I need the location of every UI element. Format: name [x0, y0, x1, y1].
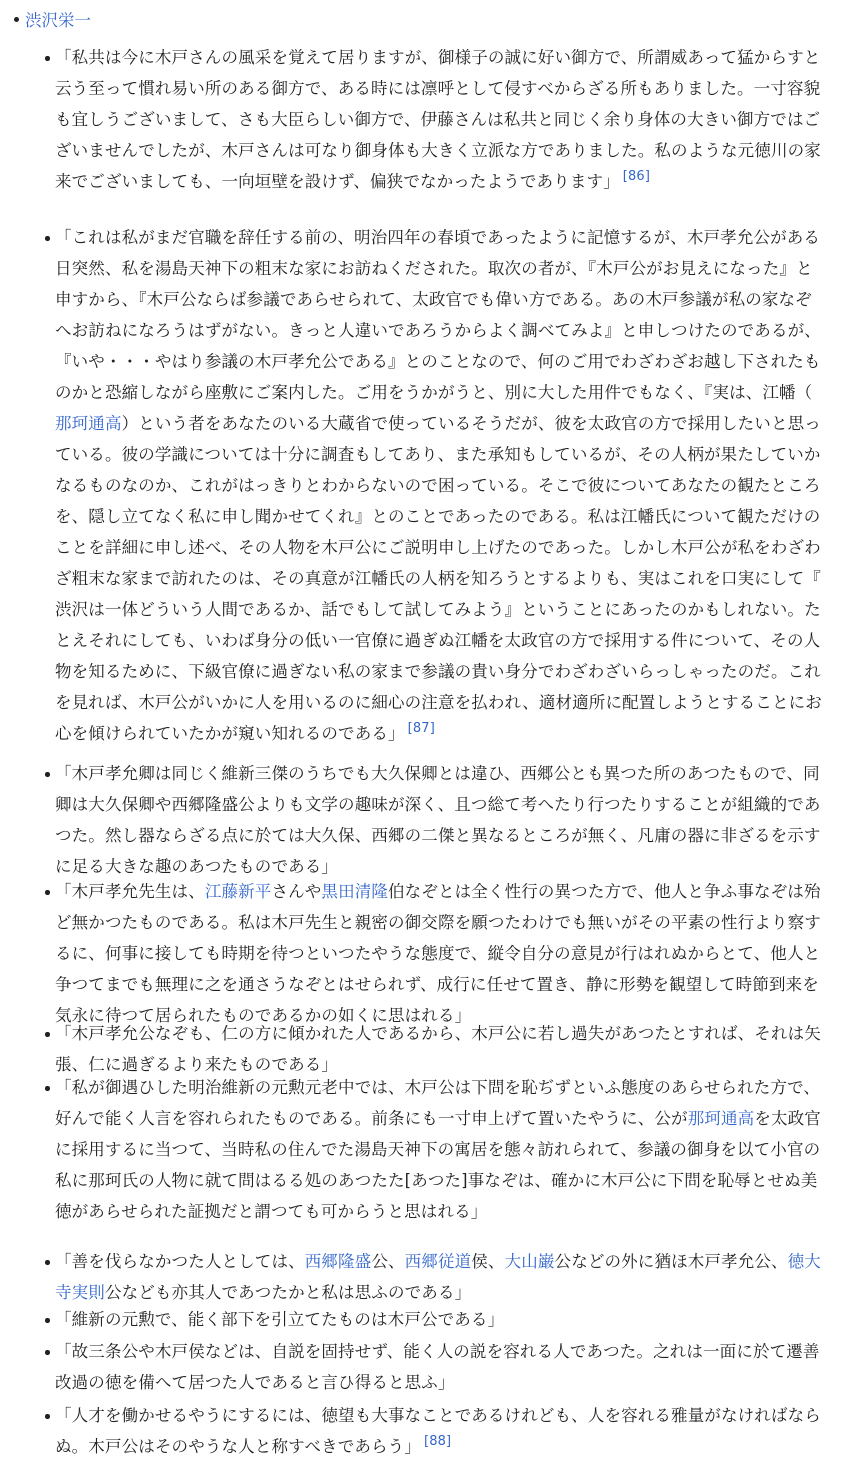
quote-item [55, 222, 825, 749]
quote-item [55, 1336, 825, 1398]
quote-item [55, 1400, 825, 1462]
top-list-item [14, 8, 91, 34]
quote-text: 「これは私がまだ官職を辞任する前の、明治四年の春頃であったように記憶するが、木戸孝允公がある日突然、私を湯島天神下の粗末な家にお訪ねくだされた。取次の者が、『木戸公がお見えになった』と申すから、『木戸公ならば参議であらせられて、太政官でも偉い方である。あの木戸参議が私の家なぞへお訪ねになろうはずがない。きっと人違いであろうからよく調べてみよ』と申しつけたのであるが、『いや・・・やはり参議の木戸孝允公である』とのことなので、何のご用でわざわざお越し下されたものかと恐縮しながら座敷にご案内した。ご用をうかがうと、別に大した用件でもなく、『実は、江幡（ [55, 228, 821, 402]
quote-text: 公などの外に猶ほ木戸孝允公、 [554, 1252, 788, 1271]
quote-text: 「木戸孝允公なぞも、仁の方に傾かれた人であるから、木戸公に若し過失があつたとすれば、それは矢張、仁に過ぎるより来たものである」 [55, 1024, 821, 1074]
bullet-icon [45, 890, 50, 895]
bullet-icon [45, 1350, 50, 1355]
quote-item [55, 1246, 825, 1308]
bullet-icon [45, 56, 50, 61]
quote-item [55, 758, 825, 882]
bullet-icon [45, 1318, 50, 1323]
bullet-icon [45, 1086, 50, 1091]
quote-text: 公、 [371, 1252, 405, 1271]
quote-text: 「木戸孝允卿は同じく維新三傑のうちでも大久保卿とは違ひ、西郷公とも異つた所のあつたもので、同卿は大久保卿や西郷隆盛公よりも文学の趣味が深く、且つ総て考へたり行つたりすることが組織的であつた。然し器ならざる点に於ては大久保、西郷の二傑と異なるところが無く、凡庸の器に非ざるを示すに足る大きな趣のあつたものである」 [55, 764, 821, 876]
quote-text: 侯、 [471, 1252, 505, 1271]
quote-text: 「維新の元勲で、能く部下を引立てたものは木戸公である」 [55, 1310, 505, 1329]
quote-item [55, 42, 825, 197]
quote-text: 「私共は今に木戸さんの風采を覚えて居りますが、御様子の誠に好い御方で、所謂威あって猛からすと云う至って慣れ易い所のある御方で、ある時には凛呼として侵すべからざる所もありました。一寸容貌も宜しうございまして、さも大臣らしい御方で、伊藤さんは私共と同じく余り身体の大きい御方ではございませんでしたが、木戸さんは可なり御身体も大きく立派な方でありました。私のような元徳川の家来でございましても、一向垣壁を設けず、偏狭でなかったようであります」 [55, 48, 821, 191]
quote-text: 「私が御遇ひした明治維新の元勲元老中では、木戸公は下問を恥ぢずといふ態度のあらせられた方で、好んで能く人言を容れられたものである。前条にも一寸申上げて置いたやうに、公が [55, 1078, 821, 1128]
wiki-link[interactable]: 那珂通高 [687, 1109, 755, 1128]
reference-link[interactable]: [86] [622, 168, 651, 184]
reference-link[interactable]: [87] [407, 720, 435, 736]
bullet-icon [45, 1414, 50, 1419]
bullet-icon [45, 1260, 50, 1265]
quote-text: 「善を伐らなかつた人としては、 [55, 1252, 305, 1271]
wiki-link[interactable]: 那珂通高 [55, 414, 122, 433]
quote-text: ）という者をあなたのいる大蔵省で使っているそうだが、彼を太政官の方で採用したいと思っている。彼の学識については十分に調査もしてあり、また承知もしているが、その人柄が果たしていかなるものなのか、これがはっきりとわからないので困っている。そこで彼についてあなたの観たところを、隠し立てなく私に申し聞かせてくれ』とのことであったのである。私は江幡氏について観ただけのことを詳細に申し述べ、その人物を木戸公にご説明申し上げたのであった。しかし木戸公が私をわざわざ粗末な家まで訪れたのは、その真意が江幡氏の人柄を知ろうとするよりも、実はこれを口実にして『渋沢は一体どういう人間であるか、話でもして試してみよう』ということにあったのかもしれない。たとえそれにしても、いわば身分の低い一官僚に過ぎぬ江幡を太政官の方で採用する件について、その人物を知るために、下級官僚に過ぎない私の家まで参議の貴い身分でわざわざいらっしゃったのだ。これを見れば、木戸公がいかに人を用いるのに細心の注意を払われ、適材適所に配置しようとすることにお心を傾けられていたかが窺い知れるのである」 [55, 414, 822, 743]
quote-item [55, 1018, 825, 1080]
quote-text: 「故三条公や木戸侯などは、自説を固持せず、能く人の説を容れる人であつた。之れは一面に於て遷善改過の徳を備へて居つた人であると言ひ得ると思ふ」 [55, 1342, 820, 1392]
wiki-link[interactable]: 徳大寺実則 [55, 1252, 821, 1302]
bullet-icon [45, 772, 50, 777]
quote-text: 「人才を働かせるやうにするには、徳望も大事なことであるけれども、人を容れる雅量がなければならぬ。木戸公はそのやうな人と称すべきであらう」 [55, 1406, 821, 1456]
wiki-link[interactable]: 西郷隆盛 [304, 1252, 372, 1271]
quote-item [55, 1304, 825, 1335]
quote-item [55, 1072, 825, 1227]
quote-text: を太政官に採用するに当つて、当時私の住んでた湯島天神下の寓居を態々訪れられて、参議の御身を以て小官の私に那珂氏の人物に就て問はるる処のあつたた[あつた]事なぞは、確かに木戸公に下問を恥辱とせぬ美徳があらせられた証拠だと謂つても可からうと思はれる」 [55, 1109, 821, 1221]
reference-link[interactable]: [88] [423, 1433, 452, 1449]
quote-text: さんや [271, 882, 322, 901]
quote-text: 伯なぞとは全く性行の異つた方で、他人と争ふ事なぞは殆ど無かつたものである。私は木戸先生と親密の御交際を願つたわけでも無いがその平素の性行より察するに、何事に接しても時期を待つといつたやうな態度で、縦令自分の意見が行はれぬからとて、他人と争つてまでも無理に之を通さうなぞとはせられず、成行に任せて置き、静に形勢を観望して時節到来を気永に待つて居られたものであるかの如くに思はれる」 [55, 882, 821, 1025]
quote-item [55, 876, 825, 1031]
bullet-icon [45, 1032, 50, 1037]
quote-text: 「木戸孝允先生は、 [55, 882, 205, 901]
bullet-icon [45, 236, 50, 241]
wiki-link[interactable]: 江藤新平 [204, 882, 272, 901]
wiki-link[interactable]: 大山巌 [504, 1252, 555, 1271]
wiki-link[interactable]: 黒田清隆 [321, 882, 389, 901]
wiki-link[interactable]: 西郷従道 [404, 1252, 472, 1271]
shibusawa-eiichi-link[interactable]: 渋沢栄一 [25, 11, 91, 30]
bullet-icon [14, 17, 19, 22]
quote-text: 公なども亦其人であつたかと私は思ふのである」 [104, 1283, 472, 1302]
